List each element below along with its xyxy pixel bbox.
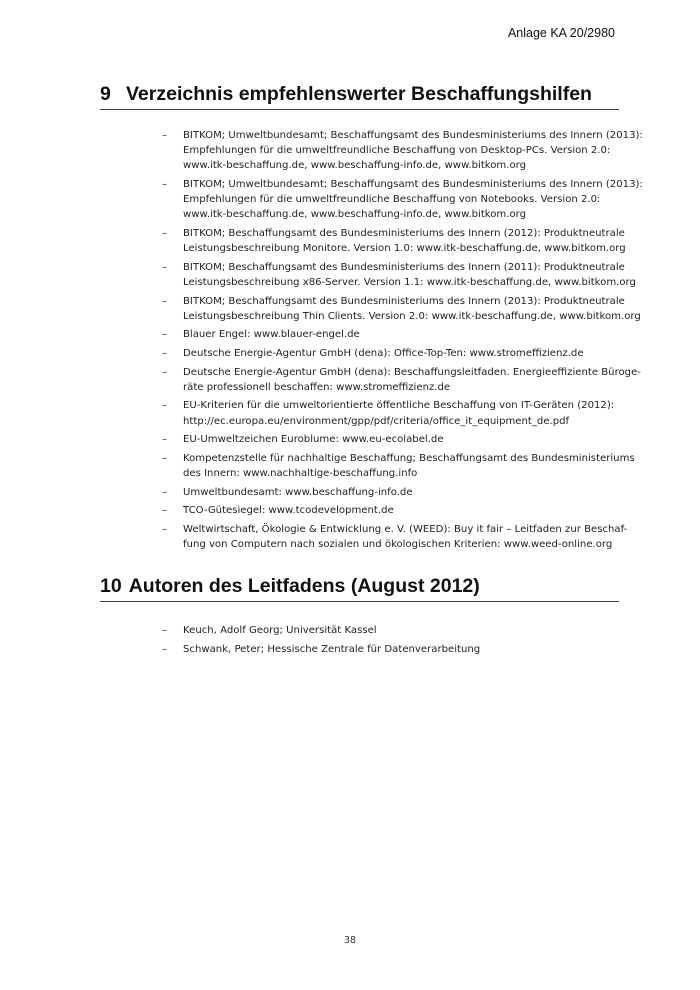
section-9-heading [100, 82, 619, 110]
list-item [162, 432, 622, 447]
section-10-number: 10 [100, 575, 122, 597]
authors-list [162, 623, 622, 660]
dash-bullet: – [162, 295, 168, 307]
list-item [162, 522, 628, 552]
list-item-text-line: Weltwirtschaft, Ökologie & Entwicklung e. V. (WEED): Buy it fair – Leitfaden zur Beschaf- [183, 523, 628, 535]
list-item-text-line: Deutsche Energie-Agentur GmbH (dena): Office-Top-Ten: www.stromeffizienz.de [183, 347, 584, 359]
dash-bullet: – [162, 329, 168, 341]
list-item-text-line: des Innern: www.nachhaltige-beschaffung.info [183, 467, 418, 479]
list-item [162, 346, 622, 361]
dash-bullet: – [162, 523, 168, 535]
dash-bullet: – [162, 643, 168, 655]
dash-bullet: – [162, 366, 168, 378]
section-9-title: Verzeichnis empfehlenswerter Beschaffungshilfen [126, 83, 592, 105]
list-item-text-line: Empfehlungen für die umweltfreundliche Beschaffung von Notebooks. Version 2.0: [183, 194, 601, 206]
dash-bullet: – [162, 452, 168, 464]
section-9-number: 9 [100, 83, 111, 105]
list-item-text-line: TCO-Gütesiegel: www.tcodevelopment.de [183, 505, 394, 517]
list-item [162, 623, 622, 638]
dash-bullet: – [162, 505, 168, 517]
dash-bullet: – [162, 347, 168, 359]
list-item [162, 177, 643, 223]
list-item-text-line: BITKOM; Beschaffungsamt des Bundesministeriums des Innern (2012): Produktneutrale [183, 228, 625, 239]
list-item [162, 485, 622, 500]
list-item [162, 226, 626, 256]
list-item-text-line: BITKOM; Umweltbundesamt; Beschaffungsamt des Bundesministeriums des Innern (2013): [183, 179, 643, 190]
list-item-text-line: www.itk-beschaffung.de, www.beschaffung-info.de, www.bitkom.org [183, 160, 527, 172]
list-item [162, 365, 641, 395]
page-number: 38 [343, 935, 357, 946]
dash-bullet: – [162, 434, 168, 446]
list-item [162, 327, 622, 342]
dash-bullet: – [162, 400, 168, 412]
list-item [162, 398, 622, 428]
list-item [162, 642, 622, 657]
list-item-text-line: Leistungsbeschreibung Monitore. Version 1.0: www.itk-beschaffung.de, www.bitkom.org [183, 243, 626, 255]
list-item [162, 503, 622, 518]
list-item-text-line: EU-Kriterien für die umweltorientierte öffentliche Beschaffung von IT-Geräten (2012): [183, 400, 615, 412]
dash-bullet: – [162, 179, 168, 190]
section-10-heading [100, 574, 619, 602]
list-item-text-line: BITKOM; Beschaffungsamt des Bundesministeriums des Innern (2013): Produktneutrale [183, 295, 625, 307]
dash-bullet: – [162, 130, 168, 141]
section-10-title: Autoren des Leitfadens (August 2012) [128, 575, 480, 597]
list-item-text-line: Umweltbundesamt: www.beschaffung-info.de [183, 486, 413, 498]
list-item-text-line: Leistungsbeschreibung Thin Clients. Version 2.0: www.itk-beschaffung.de, www.bitkom.org [183, 310, 641, 322]
list-item [162, 128, 643, 174]
list-item-text-line: EU-Umweltzeichen Euroblume: www.eu-ecolabel.de [183, 434, 444, 446]
list-item-text-line: Keuch, Adolf Georg; Universität Kassel [183, 625, 377, 636]
list-item-text-line: Empfehlungen für die umweltfreundliche Beschaffung von Desktop-PCs. Version 2.0: [183, 145, 611, 157]
list-item-text-line: http://ec.europa.eu/environment/gpp/pdf/criteria/office_it_equipment_de.pdf [183, 415, 570, 427]
dash-bullet: – [162, 486, 168, 498]
list-item [162, 260, 636, 290]
list-item-text-line: Leistungsbeschreibung x86-Server. Version 1.1: www.itk-beschaffung.de, www.bitkom.org [183, 277, 636, 288]
list-item [162, 294, 641, 324]
list-item-text-line: Kompetenzstelle für nachhaltige Beschaffung; Beschaffungsamt des Bundesministeriums [183, 452, 635, 464]
list-item-text-line: Blauer Engel: www.blauer-engel.de [183, 329, 360, 341]
document-annex-label: Anlage KA 20/2980 [507, 26, 615, 40]
procurement-aids-list [162, 128, 643, 556]
list-item-text-line: fung von Computern nach sozialen und ökologischen Kriterien: www.weed-online.org [183, 538, 613, 550]
list-item-text-line: www.itk-beschaffung.de, www.beschaffung-info.de, www.bitkom.org [183, 209, 527, 221]
dash-bullet: – [162, 625, 168, 636]
list-item-text-line: BITKOM; Umweltbundesamt; Beschaffungsamt des Bundesministeriums des Innern (2013): [183, 130, 643, 141]
list-item-text-line: BITKOM; Beschaffungsamt des Bundesministeriums des Innern (2011): Produktneutrale [183, 261, 625, 273]
list-item-text-line: Deutsche Energie-Agentur GmbH (dena): Beschaffungsleitfaden. Energieeffiziente Büroge- [183, 366, 641, 378]
list-item-text-line: räte professionell beschaffen: www.stromeffizienz.de [183, 381, 451, 393]
dash-bullet: – [162, 228, 168, 239]
list-item [162, 451, 635, 481]
list-item-text-line: Schwank, Peter; Hessische Zentrale für Datenverarbeitung [183, 643, 481, 655]
dash-bullet: – [162, 261, 168, 273]
